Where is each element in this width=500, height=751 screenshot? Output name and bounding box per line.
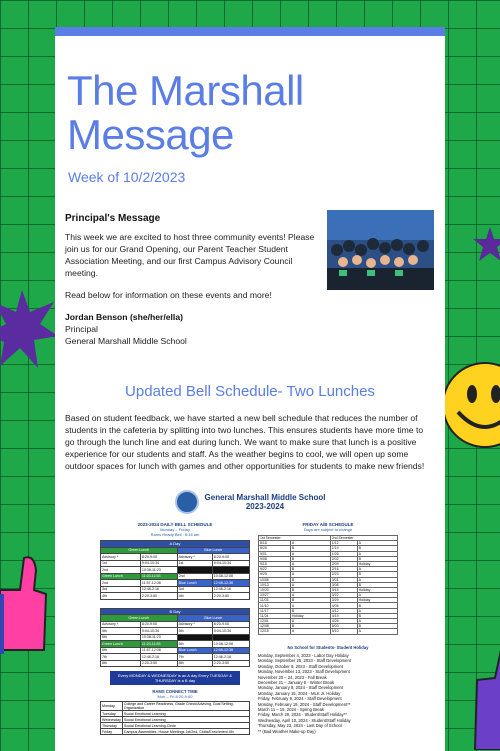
a-day-cell: 11:57-12:08 — [140, 580, 177, 587]
holiday-list — [258, 645, 398, 735]
b-day-cell: 6th — [101, 647, 141, 654]
friday-cell: 4/05 — [330, 603, 357, 608]
schedule-year: 2023-2024 — [245, 502, 285, 511]
b-day-cell: 7th — [101, 654, 141, 661]
a-day-cell: 10:38-11:23 — [140, 567, 177, 574]
thumbs-up-decoration-right — [455, 650, 500, 750]
friday-cell: B — [290, 608, 330, 613]
b-day-table — [100, 608, 250, 668]
friday-schedule-title: FRIDAY A/B SCHEDULE — [302, 522, 354, 527]
b-day-cell: 7th — [177, 654, 212, 661]
b-blue-lunch-header: Blue Lunch — [177, 615, 249, 622]
friday-cell: 8/25 — [259, 546, 291, 551]
signature-name: Jordan Benson (she/her/ella) — [65, 312, 183, 322]
friday-cell: 12/01 — [259, 619, 291, 624]
friday-cell: A — [290, 629, 330, 634]
rams-cell: College and Career Readiness, Grade Check/Advising, Goal Setting, Organization — [122, 702, 249, 711]
friday-cell: B — [357, 613, 397, 618]
b-day-cell: 12:46-2:16 — [140, 654, 177, 661]
friday-cell: 3/08 — [330, 582, 357, 587]
b-day-cell: 11:23-11:53 — [140, 641, 177, 648]
b-day-cell: 12:46-2:16 — [212, 654, 249, 661]
b-day-cell: Blue Lunch — [177, 647, 212, 654]
friday-cell: A — [290, 593, 330, 598]
b-day-cell: 6th — [177, 641, 212, 648]
daily-schedule-title: 2023-2024 DAILY BELL SCHEDULE — [137, 522, 213, 527]
b-day-row — [101, 660, 250, 667]
schedule-school-name: General Marshall Middle School — [204, 493, 326, 502]
b-day-cell: 8th — [101, 660, 141, 667]
friday-cell: A — [357, 567, 397, 572]
b-day-cell: Advisory * — [177, 621, 212, 628]
principal-heading: Principal's Message — [65, 213, 161, 224]
a-day-cell: 10:38-12:08 — [212, 573, 249, 580]
holiday-item: Monday, September 25, 2023 - Staff Development — [258, 658, 351, 664]
rams-connect-time: Mon – Fri 8:20-9:00 — [157, 694, 193, 699]
friday-cell: 3/01 — [330, 577, 357, 582]
friday-cell: B — [357, 582, 397, 587]
friday-cell: A — [290, 582, 330, 587]
friday-cell: 9/15 — [259, 561, 291, 566]
friday-cell: A — [357, 629, 397, 634]
a-day-cell: 1st — [177, 560, 212, 567]
friday-cell: B — [290, 556, 330, 561]
rams-cell: Social Emotional Learning — [122, 717, 249, 723]
friday-cell: B — [357, 603, 397, 608]
a-day-cell: 12:08-12:38 — [212, 580, 249, 587]
smiley-face-decoration — [440, 360, 500, 450]
b-day-cell: 12:08-12:38 — [212, 647, 249, 654]
principal-paragraph-1: This week we are excited to host three community events! Please join us for our Grand Opening, our Parent Teacher Student Association Meeting, and our first Campus Advisory Council meeting. — [65, 232, 315, 278]
rams-cell: Wednesday — [102, 717, 121, 722]
friday-cell: A — [357, 608, 397, 613]
friday-cell: B — [357, 556, 397, 561]
friday-cell: A — [357, 551, 397, 556]
friday-cell: A — [357, 619, 397, 624]
holiday-item: Monday, November 13, 2023 - Staff Development — [258, 669, 350, 675]
b-day-cell: 2:20-3:50 — [140, 660, 177, 667]
a-day-cell: 4th — [177, 593, 212, 600]
a-green-lunch-header: Green Lunch — [101, 547, 178, 554]
b-day-cell: 11:57-12:08 — [140, 647, 177, 654]
friday-cell: A — [290, 561, 330, 566]
friday-cell: 2/09 — [330, 561, 357, 566]
friday-cell: 4/12 — [330, 608, 357, 613]
rams-connect-title: RAMS CONNECT TIME — [152, 689, 198, 694]
holiday-item: ** (Bad Weather Make-up Day) — [258, 728, 316, 734]
friday-cell: A — [290, 619, 330, 624]
rams-cell: Thursday — [101, 723, 123, 729]
first-semester-header: 1st Semester — [259, 536, 331, 541]
friday-cell: B — [357, 546, 397, 551]
b-day-cell: 10:38-12:08 — [212, 641, 249, 648]
b-day-cell: 8:20-9:00 — [140, 621, 177, 628]
friday-cell: 1/26 — [330, 551, 357, 556]
second-semester-header: 2nd Semester — [330, 536, 397, 541]
rams-connect-section — [100, 689, 250, 735]
a-day-cell: 3rd — [101, 586, 141, 593]
b-green-lunch-header: Green Lunch — [101, 615, 178, 622]
friday-cell: 11/24 — [259, 613, 291, 618]
friday-cell: 2/02 — [330, 556, 357, 561]
signature-school: General Marshall Middle School — [65, 336, 187, 346]
friday-cell: 12/15 — [259, 629, 291, 634]
friday-cell: 11/10 — [259, 603, 291, 608]
friday-cell: A — [357, 577, 397, 582]
friday-cell: 9/08 — [259, 556, 291, 561]
holiday-item: Friday, March 29, 2024 - Student/Staff Holiday** — [258, 712, 347, 718]
a-day-cell: 1st — [101, 560, 141, 567]
b-day-cell: 6th — [101, 634, 141, 641]
a-day-cell: Advisory * — [101, 554, 141, 561]
friday-cell: 2/23 — [330, 572, 357, 577]
friday-cell: Holiday — [290, 613, 330, 618]
friday-cell: Holiday — [357, 598, 397, 603]
starburst-decoration — [0, 290, 58, 370]
b-day-cell: 10:38-11:23 — [140, 634, 177, 641]
b-day-header: B Day — [101, 608, 250, 615]
a-day-cell: Green Lunch — [101, 573, 141, 580]
a-day-cell: 12:46-2:16 — [140, 586, 177, 593]
a-day-cell: 9:04-10:34 — [212, 560, 249, 567]
friday-cell: A — [357, 593, 397, 598]
newsletter-title: The Marshall Message — [67, 67, 304, 158]
rams-cell: Monday — [101, 702, 123, 711]
holiday-item: December 21 – January 5 - Winter Break — [258, 680, 335, 685]
friday-cell: 12/08 — [259, 624, 291, 629]
staff-group-photo — [327, 210, 434, 290]
daily-schedule-column — [100, 522, 250, 735]
friday-cell: B — [290, 546, 330, 551]
b-day-cell: 5th — [177, 628, 212, 635]
friday-cell: 10/20 — [259, 587, 291, 592]
a-day-cell: 4th — [101, 593, 141, 600]
friday-cell: B — [290, 598, 330, 603]
b-day-cell: Green Lunch — [101, 641, 141, 648]
b-day-cell: 9:04-10:34 — [140, 628, 177, 635]
newsletter-card — [55, 27, 445, 751]
holiday-item: Monday, January 15, 2024 - MLK Jr. Holiday — [258, 690, 341, 696]
rams-cell: Tuesday — [101, 711, 123, 717]
star-decoration-right — [470, 225, 500, 265]
friday-cell: B — [290, 624, 330, 629]
friday-cell: B — [290, 567, 330, 572]
friday-cell: 9/01 — [259, 551, 291, 556]
a-day-header: A Day — [101, 541, 250, 548]
friday-cell: A — [290, 551, 330, 556]
friday-cell: 11/17 — [259, 608, 291, 613]
newsletter-week: Week of 10/2/2023 — [68, 169, 186, 185]
holiday-item: Monday, February 19, 2024 - Staff Development** — [258, 701, 351, 707]
principal-message-section — [65, 213, 435, 363]
b-day-cell: Advisory * — [101, 621, 141, 628]
principal-paragraph-2: Read below for information on these events and more! — [65, 290, 272, 300]
friday-cell: 10/13 — [259, 582, 291, 587]
a-day-row — [101, 593, 250, 600]
a-day-cell: 2:20-3:50 — [140, 593, 177, 600]
friday-cell: A — [357, 541, 397, 546]
friday-cell: 4/26 — [330, 619, 357, 624]
ready-bell-time: Rams Ready Bell : 8:16 am — [150, 532, 200, 537]
friday-cell: 10/27 — [259, 593, 291, 598]
a-day-cell: 8:20-9:00 — [140, 554, 177, 561]
friday-cell: B — [290, 587, 330, 592]
friday-cell: Holiday — [357, 587, 397, 592]
accent-top-bar — [55, 27, 445, 36]
rams-row — [101, 729, 250, 735]
friday-cell: B — [290, 577, 330, 582]
holiday-item: Monday, October 9, 2023 - Staff Development — [258, 663, 344, 669]
a-day-cell: 3rd — [177, 586, 212, 593]
rams-cell: Social Emotional Learning — [122, 711, 249, 717]
rams-cell: Social Emotional Learning-Circle — [122, 723, 249, 729]
a-day-cell: 2:20-3:50 — [212, 593, 249, 600]
b-day-cell: 2:20-3:50 — [212, 660, 249, 667]
b-day-cell: 9:04-10:34 — [212, 628, 249, 635]
holiday-item: March 11 – 15, 2024 - Spring Break — [258, 707, 325, 713]
friday-cell: A — [290, 541, 330, 546]
friday-ab-table — [258, 535, 398, 635]
bell-schedule-heading: Updated Bell Schedule- Two Lunches — [125, 383, 375, 400]
holiday-item: Monday, January 8, 2024 - Staff Development — [258, 685, 344, 691]
a-day-cell: 11:23-11:53 — [140, 573, 177, 580]
thumbs-up-decoration — [0, 550, 48, 660]
friday-cell: 2/16 — [330, 567, 357, 572]
friday-cell: B — [357, 572, 397, 577]
friday-cell: 9/22 — [259, 567, 291, 572]
b-day-cell: 8th — [177, 660, 212, 667]
friday-cell: 4/19 — [330, 613, 357, 618]
holiday-item: November 20 – 24, 2023 - Fall Break — [258, 674, 327, 680]
a-day-cell: Advisory * — [177, 554, 212, 561]
bell-schedule-body: Based on student feedback, we have started a new bell schedule that reduces the number of students in the cafeteria by splitting into two lunches. This ensures students have more time to go through the lunch line and eat during lunch. We want to make sure that lunch is a positive experience for our students and staff. As the weather begins to cool, we will open up some outdoor spaces for lunch with games and other opportunities for students to make new friends! — [65, 413, 425, 471]
friday-cell: 8/18 — [259, 541, 291, 546]
rams-row — [101, 702, 250, 711]
friday-cell: 11/03 — [259, 598, 291, 603]
friday-cell: 5/03 — [330, 624, 357, 629]
b-day-cell: 8:20-9:00 — [212, 621, 249, 628]
friday-cell: 5/10 — [330, 629, 357, 634]
day-rotation-note: Every MONDAY & WEDNESDAY is an A day Every TUESDAY & THURSDAY is a B day — [110, 671, 240, 685]
rams-cell: Friday — [101, 729, 123, 735]
a-day-cell: 2nd — [101, 567, 141, 574]
friday-cell: A — [290, 572, 330, 577]
friday-cell: Holiday — [357, 561, 397, 566]
holiday-title: No School for Students- Student Holiday — [287, 644, 369, 650]
a-day-cell: 8:20-9:00 — [212, 554, 249, 561]
friday-schedule-column — [258, 522, 398, 734]
friday-cell: 3/22 — [330, 593, 357, 598]
holiday-item: Friday, February 9, 2024 - Staff Development — [258, 696, 342, 702]
daily-schedule-days: Monday – Friday — [160, 527, 190, 532]
holiday-item: Monday, September 4, 2023 - Labor Day Holiday — [258, 652, 349, 658]
a-day-cell: 9:04-10:34 — [140, 560, 177, 567]
a-day-table — [100, 540, 250, 600]
a-day-cell: 2nd — [101, 580, 141, 587]
signature-role: Principal — [65, 324, 98, 334]
friday-schedule-note: Days are subject to change — [303, 527, 353, 532]
friday-cell: A — [290, 603, 330, 608]
friday-cell: 10/06 — [259, 577, 291, 582]
holiday-item: Thursday, May 23, 2024 - Last Day of School — [258, 723, 342, 729]
school-seal-icon — [175, 490, 199, 514]
holiday-item: Wednesday, April 10, 2024 - Student/Staff Holiday — [258, 717, 351, 723]
a-day-cell: 12:46-2:16 — [212, 586, 249, 593]
b-day-cell: 5th — [101, 628, 141, 635]
rams-cell: Campus Assemblies, House Meetings 1st/2nd, Clubs/Enrichment 4th — [122, 729, 249, 735]
friday-row — [259, 629, 398, 634]
a-day-cell: 2nd — [177, 573, 212, 580]
friday-cell: B — [357, 624, 397, 629]
bell-schedule-image — [100, 490, 400, 751]
friday-cell: 1/19 — [330, 546, 357, 551]
friday-cell: 1/12 — [330, 541, 357, 546]
a-day-cell: Blue Lunch — [177, 580, 212, 587]
friday-cell: 9/29 — [259, 572, 291, 577]
a-blue-lunch-header: Blue Lunch — [177, 547, 249, 554]
friday-cell: 3/29 — [330, 598, 357, 603]
friday-cell: 3/15 — [330, 587, 357, 592]
